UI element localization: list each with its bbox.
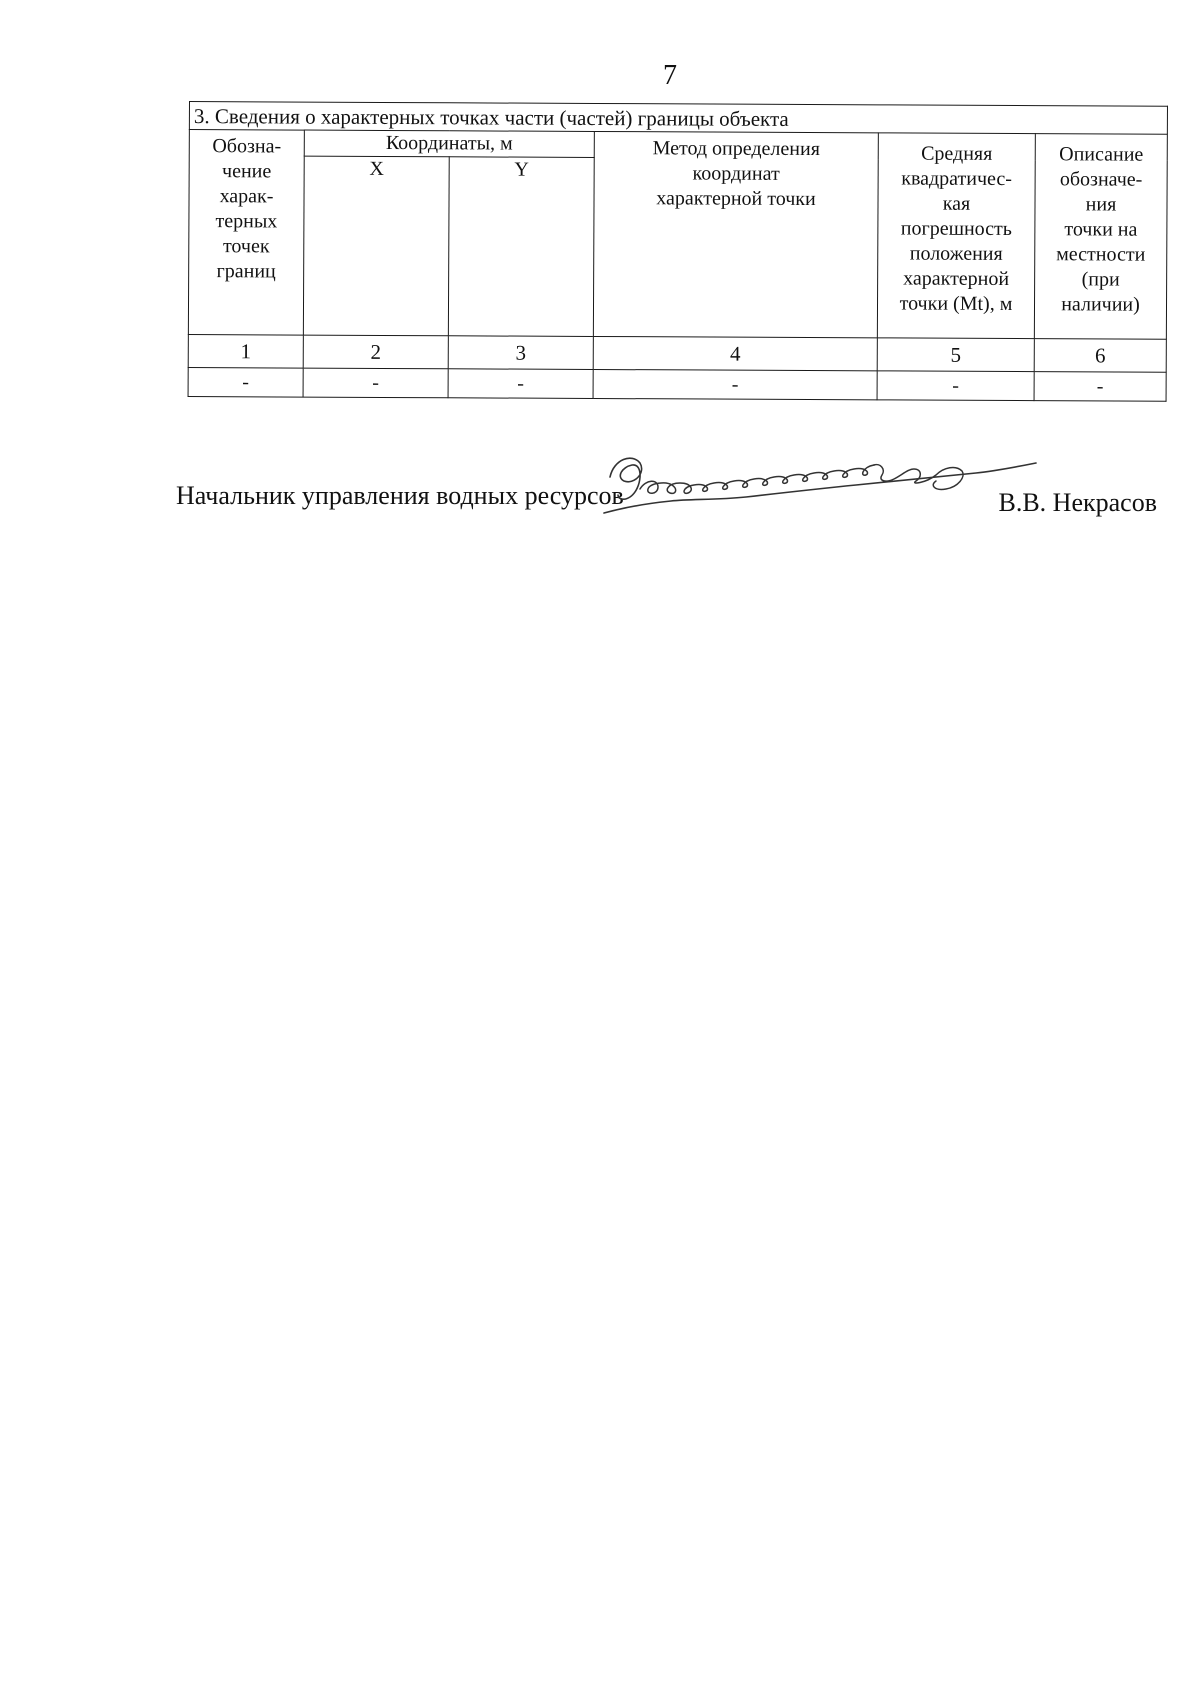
header-designation: Обозна- чение харак- терных точек границ <box>188 130 304 336</box>
table-row <box>188 367 1166 401</box>
section-title-row <box>189 102 1167 135</box>
table-cell: - <box>448 369 593 399</box>
signer-position: Начальник управления водных ресурсов <box>176 481 624 510</box>
section-title: 3. Сведения о характерных точках части (частей) границы объекта <box>189 102 1167 135</box>
table-cell: - <box>1034 372 1166 402</box>
header-method: Метод определения координат характерной точки <box>593 131 878 337</box>
table-cell: - <box>593 369 877 399</box>
table-cell: - <box>303 368 448 398</box>
table-cell: - <box>188 367 303 397</box>
column-number: 3 <box>448 336 593 370</box>
header-error: Средняя квадратичес- кая погрешность положения характерной точки (Mt), м <box>877 133 1035 339</box>
boundary-points-table-container <box>188 101 1167 402</box>
header-y: Y <box>448 157 594 337</box>
column-number: 4 <box>593 336 877 370</box>
table-cell: - <box>877 371 1034 401</box>
page-number: 7 <box>663 60 677 91</box>
signer-name: В.В. Некрасов <box>998 488 1157 517</box>
column-number: 1 <box>188 334 303 368</box>
header-coordinates: Координаты, м <box>304 130 594 157</box>
column-number: 6 <box>1034 339 1166 373</box>
header-description: Описание обозначе- ния точки на местности (при наличии) <box>1034 134 1167 340</box>
boundary-points-table <box>188 101 1168 402</box>
handwritten-signature <box>596 445 1041 525</box>
column-number: 5 <box>877 338 1034 372</box>
column-number: 2 <box>303 335 448 369</box>
column-number-row <box>188 334 1166 372</box>
header-x: X <box>303 156 449 336</box>
